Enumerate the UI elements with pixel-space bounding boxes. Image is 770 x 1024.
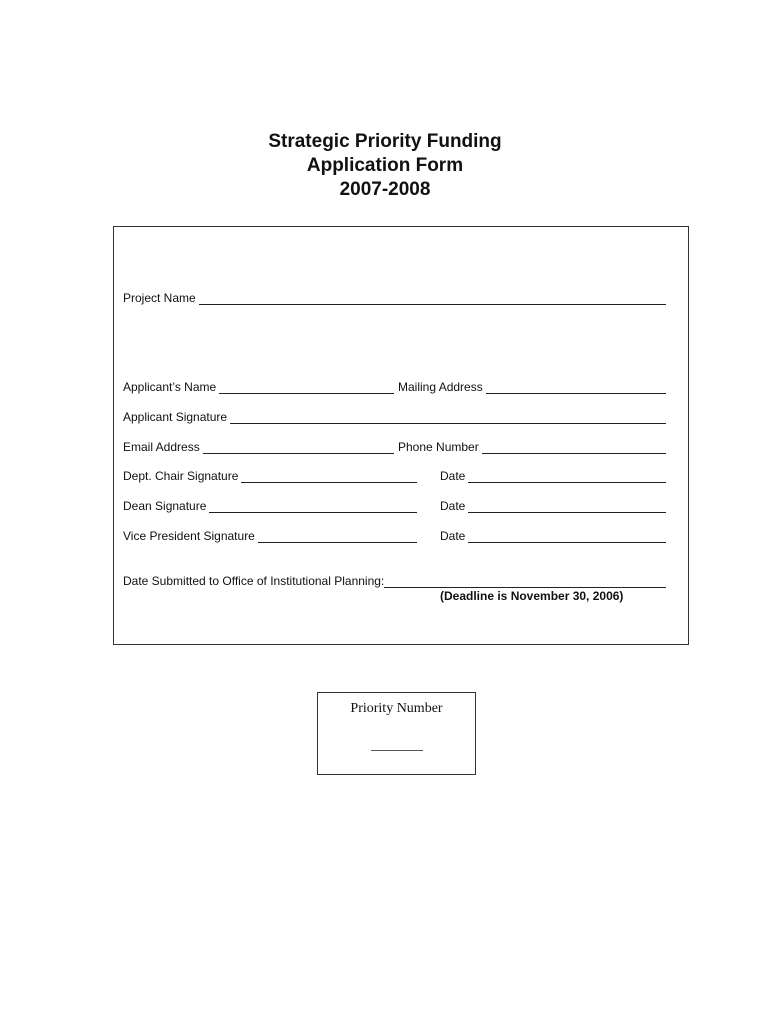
dept-chair-signature-field[interactable]	[123, 469, 417, 483]
vice-president-date-line[interactable]	[468, 531, 666, 543]
applicant-signature-line[interactable]	[230, 412, 666, 424]
dept-chair-date-line[interactable]	[468, 471, 666, 483]
form-title	[0, 130, 770, 202]
deadline-note: (Deadline is November 30, 2006)	[440, 589, 624, 603]
applicant-signature-label: Applicant Signature	[123, 410, 228, 424]
title-line-3: 2007-2008	[339, 179, 431, 200]
email-address-line[interactable]	[203, 442, 394, 454]
dept-chair-signature-line[interactable]	[241, 471, 417, 483]
project-name-label: Project Name	[123, 291, 196, 305]
title-line-2: Application Form	[306, 155, 464, 176]
dean-date-field[interactable]	[440, 499, 666, 513]
email-address-field[interactable]	[123, 440, 394, 454]
applicants-name-label: Applicant’s Name	[123, 380, 217, 394]
mailing-address-label: Mailing Address	[398, 380, 483, 394]
dean-date-line[interactable]	[468, 501, 666, 513]
date-label: Date	[440, 469, 466, 483]
phone-number-field[interactable]	[398, 440, 666, 454]
dean-signature-line[interactable]	[209, 501, 417, 513]
priority-number-label: Priority Number	[350, 701, 443, 716]
mailing-address-field[interactable]	[398, 380, 666, 394]
phone-number-line[interactable]	[482, 442, 666, 454]
vice-president-signature-field[interactable]	[123, 529, 417, 543]
date-submitted-label: Date Submitted to Office of Institutional Planning:	[123, 574, 385, 588]
project-name-field[interactable]	[123, 291, 666, 305]
date-submitted-line[interactable]	[384, 576, 666, 588]
mailing-address-line[interactable]	[486, 382, 666, 394]
priority-number-line[interactable]	[371, 750, 423, 751]
vice-president-signature-line[interactable]	[258, 531, 417, 543]
dean-signature-label: Dean Signature	[123, 499, 207, 513]
date-label: Date	[440, 529, 466, 543]
applicant-signature-field[interactable]	[123, 410, 666, 424]
phone-number-label: Phone Number	[398, 440, 479, 454]
dept-chair-signature-label: Dept. Chair Signature	[123, 469, 239, 483]
email-address-label: Email Address	[123, 440, 200, 454]
date-label: Date	[440, 499, 466, 513]
date-submitted-field[interactable]	[123, 574, 666, 588]
vice-president-date-field[interactable]	[440, 529, 666, 543]
vice-president-signature-label: Vice President Signature	[123, 529, 255, 543]
project-name-line[interactable]	[199, 293, 666, 305]
applicants-name-line[interactable]	[219, 382, 394, 394]
dean-signature-field[interactable]	[123, 499, 417, 513]
applicants-name-field[interactable]	[123, 380, 394, 394]
dept-chair-date-field[interactable]	[440, 469, 666, 483]
priority-number-box	[317, 692, 476, 775]
title-line-1: Strategic Priority Funding	[268, 131, 502, 152]
